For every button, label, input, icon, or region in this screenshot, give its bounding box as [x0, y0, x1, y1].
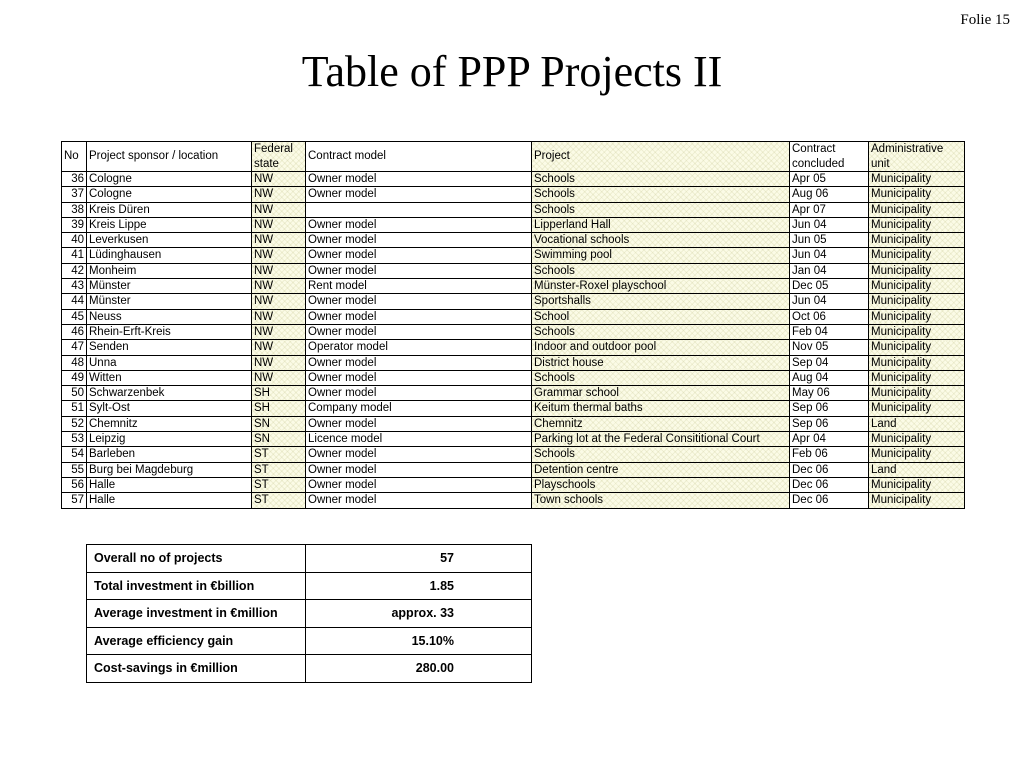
summary-row	[87, 600, 532, 628]
table-row	[62, 248, 965, 263]
cell-sponsor: Senden	[87, 340, 252, 355]
table-row	[62, 370, 965, 385]
cell-concluded: Feb 06	[790, 447, 869, 462]
cell-project: School	[532, 309, 790, 324]
cell-concluded: Jun 04	[790, 217, 869, 232]
cell-project: Schools	[532, 447, 790, 462]
cell-project: Grammar school	[532, 386, 790, 401]
cell-sponsor: Münster	[87, 279, 252, 294]
cell-sponsor: Burg bei Magdeburg	[87, 462, 252, 477]
cell-no: 53	[62, 432, 87, 447]
cell-concluded: Sep 06	[790, 416, 869, 431]
cell-state: ST	[252, 462, 306, 477]
cell-state: ST	[252, 447, 306, 462]
cell-state: NW	[252, 324, 306, 339]
cell-no: 41	[62, 248, 87, 263]
cell-no: 56	[62, 477, 87, 492]
projects-table	[61, 141, 965, 509]
cell-project: Playschools	[532, 477, 790, 492]
cell-state: NW	[252, 248, 306, 263]
summary-label: Average investment in €million	[87, 600, 306, 628]
cell-model: Licence model	[306, 432, 532, 447]
table-row	[62, 340, 965, 355]
cell-sponsor: Cologne	[87, 187, 252, 202]
cell-project: Schools	[532, 263, 790, 278]
cell-project: Chemnitz	[532, 416, 790, 431]
cell-concluded: Jun 05	[790, 233, 869, 248]
cell-sponsor: Witten	[87, 370, 252, 385]
cell-model: Rent model	[306, 279, 532, 294]
cell-sponsor: Sylt-Ost	[87, 401, 252, 416]
cell-model: Owner model	[306, 370, 532, 385]
cell-admin: Municipality	[869, 432, 965, 447]
cell-no: 47	[62, 340, 87, 355]
cell-model: Owner model	[306, 172, 532, 187]
cell-project: Swimming pool	[532, 248, 790, 263]
cell-sponsor: Chemnitz	[87, 416, 252, 431]
cell-model: Owner model	[306, 263, 532, 278]
cell-admin: Municipality	[869, 263, 965, 278]
cell-no: 43	[62, 279, 87, 294]
header-sponsor: Project sponsor / location	[87, 142, 252, 172]
cell-state: NW	[252, 263, 306, 278]
cell-no: 55	[62, 462, 87, 477]
cell-sponsor: Kreis Lippe	[87, 217, 252, 232]
cell-state: ST	[252, 493, 306, 508]
cell-no: 38	[62, 202, 87, 217]
cell-sponsor: Halle	[87, 493, 252, 508]
cell-state: NW	[252, 309, 306, 324]
cell-admin: Municipality	[869, 172, 965, 187]
cell-sponsor: Halle	[87, 477, 252, 492]
cell-no: 36	[62, 172, 87, 187]
summary-label: Overall no of projects	[87, 545, 306, 573]
table-row	[62, 355, 965, 370]
table-row	[62, 416, 965, 431]
summary-label: Cost-savings in €million	[87, 655, 306, 683]
cell-sponsor: Lüdinghausen	[87, 248, 252, 263]
cell-no: 42	[62, 263, 87, 278]
cell-sponsor: Cologne	[87, 172, 252, 187]
cell-state: NW	[252, 187, 306, 202]
cell-state: SH	[252, 386, 306, 401]
cell-no: 39	[62, 217, 87, 232]
cell-no: 54	[62, 447, 87, 462]
cell-project: Town schools	[532, 493, 790, 508]
table-header-row	[62, 142, 965, 172]
summary-row	[87, 572, 532, 600]
cell-admin: Municipality	[869, 477, 965, 492]
table-row	[62, 309, 965, 324]
cell-no: 50	[62, 386, 87, 401]
cell-state: ST	[252, 477, 306, 492]
header-project: Project	[532, 142, 790, 172]
cell-model: Owner model	[306, 248, 532, 263]
cell-concluded: Nov 05	[790, 340, 869, 355]
cell-admin: Municipality	[869, 401, 965, 416]
cell-no: 45	[62, 309, 87, 324]
cell-state: NW	[252, 217, 306, 232]
summary-value: approx. 33	[305, 600, 531, 628]
cell-project: Sportshalls	[532, 294, 790, 309]
slide-title: Table of PPP Projects II	[301, 47, 723, 96]
cell-sponsor: Leipzig	[87, 432, 252, 447]
cell-model	[306, 202, 532, 217]
cell-project: Vocational schools	[532, 233, 790, 248]
cell-model: Owner model	[306, 416, 532, 431]
summary-label: Average efficiency gain	[87, 627, 306, 655]
cell-state: SN	[252, 416, 306, 431]
cell-state: SN	[252, 432, 306, 447]
cell-concluded: Dec 06	[790, 477, 869, 492]
cell-project: Schools	[532, 202, 790, 217]
summary-row	[87, 655, 532, 683]
table-row	[62, 493, 965, 508]
cell-sponsor: Leverkusen	[87, 233, 252, 248]
cell-model: Owner model	[306, 462, 532, 477]
cell-model: Owner model	[306, 493, 532, 508]
cell-no: 49	[62, 370, 87, 385]
cell-concluded: Feb 04	[790, 324, 869, 339]
cell-model: Owner model	[306, 447, 532, 462]
slide-number: Folie 15	[960, 12, 1010, 28]
cell-admin: Municipality	[869, 187, 965, 202]
cell-admin: Municipality	[869, 340, 965, 355]
cell-model: Owner model	[306, 477, 532, 492]
summary-value: 57	[305, 545, 531, 573]
cell-state: NW	[252, 294, 306, 309]
cell-admin: Municipality	[869, 447, 965, 462]
cell-no: 44	[62, 294, 87, 309]
cell-admin: Municipality	[869, 355, 965, 370]
cell-concluded: Apr 07	[790, 202, 869, 217]
cell-state: NW	[252, 370, 306, 385]
table-row	[62, 279, 965, 294]
header-admin: Administrative unit	[869, 142, 965, 172]
cell-admin: Land	[869, 416, 965, 431]
cell-admin: Municipality	[869, 324, 965, 339]
cell-model: Owner model	[306, 217, 532, 232]
cell-project: Schools	[532, 370, 790, 385]
cell-model: Owner model	[306, 309, 532, 324]
cell-admin: Municipality	[869, 493, 965, 508]
header-model: Contract model	[306, 142, 532, 172]
cell-admin: Municipality	[869, 370, 965, 385]
cell-model: Company model	[306, 401, 532, 416]
cell-state: NW	[252, 340, 306, 355]
cell-no: 52	[62, 416, 87, 431]
cell-model: Owner model	[306, 294, 532, 309]
cell-project: Schools	[532, 324, 790, 339]
cell-project: Lipperland Hall	[532, 217, 790, 232]
cell-project: District house	[532, 355, 790, 370]
cell-sponsor: Münster	[87, 294, 252, 309]
cell-sponsor: Neuss	[87, 309, 252, 324]
summary-label: Total investment in €billion	[87, 572, 306, 600]
cell-sponsor: Schwarzenbek	[87, 386, 252, 401]
cell-concluded: Aug 06	[790, 187, 869, 202]
cell-concluded: Apr 04	[790, 432, 869, 447]
summary-value: 15.10%	[305, 627, 531, 655]
cell-no: 57	[62, 493, 87, 508]
cell-admin: Municipality	[869, 248, 965, 263]
cell-concluded: Aug 04	[790, 370, 869, 385]
cell-project: Parking lot at the Federal Consititional Court	[532, 432, 790, 447]
table-row	[62, 294, 965, 309]
cell-concluded: Dec 06	[790, 462, 869, 477]
summary-row	[87, 545, 532, 573]
cell-concluded: Dec 06	[790, 493, 869, 508]
cell-admin: Municipality	[869, 279, 965, 294]
cell-concluded: Jun 04	[790, 294, 869, 309]
cell-state: NW	[252, 172, 306, 187]
table-row	[62, 324, 965, 339]
cell-project: Schools	[532, 172, 790, 187]
table-row	[62, 202, 965, 217]
cell-model: Operator model	[306, 340, 532, 355]
cell-no: 37	[62, 187, 87, 202]
cell-concluded: Apr 05	[790, 172, 869, 187]
cell-concluded: Jan 04	[790, 263, 869, 278]
cell-admin: Municipality	[869, 309, 965, 324]
header-state: Federal state	[252, 142, 306, 172]
cell-no: 48	[62, 355, 87, 370]
cell-project: Münster-Roxel playschool	[532, 279, 790, 294]
cell-model: Owner model	[306, 386, 532, 401]
summary-table-body	[87, 545, 532, 683]
summary-value: 280.00	[305, 655, 531, 683]
cell-concluded: Sep 04	[790, 355, 869, 370]
table-row	[62, 187, 965, 202]
cell-project: Keitum thermal baths	[532, 401, 790, 416]
summary-table	[86, 544, 532, 683]
cell-admin: Municipality	[869, 217, 965, 232]
cell-state: NW	[252, 202, 306, 217]
table-row	[62, 432, 965, 447]
cell-no: 40	[62, 233, 87, 248]
summary-value: 1.85	[305, 572, 531, 600]
cell-concluded: Oct 06	[790, 309, 869, 324]
header-concluded: Contract concluded	[790, 142, 869, 172]
table-row	[62, 217, 965, 232]
cell-state: NW	[252, 355, 306, 370]
cell-concluded: Jun 04	[790, 248, 869, 263]
cell-project: Detention centre	[532, 462, 790, 477]
cell-admin: Municipality	[869, 386, 965, 401]
table-row	[62, 477, 965, 492]
cell-sponsor: Monheim	[87, 263, 252, 278]
cell-no: 46	[62, 324, 87, 339]
cell-state: SH	[252, 401, 306, 416]
cell-admin: Land	[869, 462, 965, 477]
cell-concluded: Dec 05	[790, 279, 869, 294]
summary-row	[87, 627, 532, 655]
cell-admin: Municipality	[869, 294, 965, 309]
cell-admin: Municipality	[869, 202, 965, 217]
header-no: No	[62, 142, 87, 172]
table-row	[62, 386, 965, 401]
cell-sponsor: Unna	[87, 355, 252, 370]
cell-no: 51	[62, 401, 87, 416]
cell-concluded: Sep 06	[790, 401, 869, 416]
cell-state: NW	[252, 279, 306, 294]
table-row	[62, 172, 965, 187]
cell-sponsor: Rhein-Erft-Kreis	[87, 324, 252, 339]
cell-project: Schools	[532, 187, 790, 202]
cell-model: Owner model	[306, 187, 532, 202]
cell-concluded: May 06	[790, 386, 869, 401]
cell-model: Owner model	[306, 324, 532, 339]
table-row	[62, 447, 965, 462]
cell-state: NW	[252, 233, 306, 248]
table-row	[62, 401, 965, 416]
cell-admin: Municipality	[869, 233, 965, 248]
table-row	[62, 462, 965, 477]
table-row	[62, 233, 965, 248]
cell-model: Owner model	[306, 355, 532, 370]
projects-table-body	[62, 172, 965, 509]
cell-sponsor: Kreis Düren	[87, 202, 252, 217]
cell-sponsor: Barleben	[87, 447, 252, 462]
cell-model: Owner model	[306, 233, 532, 248]
cell-project: Indoor and outdoor pool	[532, 340, 790, 355]
table-row	[62, 263, 965, 278]
